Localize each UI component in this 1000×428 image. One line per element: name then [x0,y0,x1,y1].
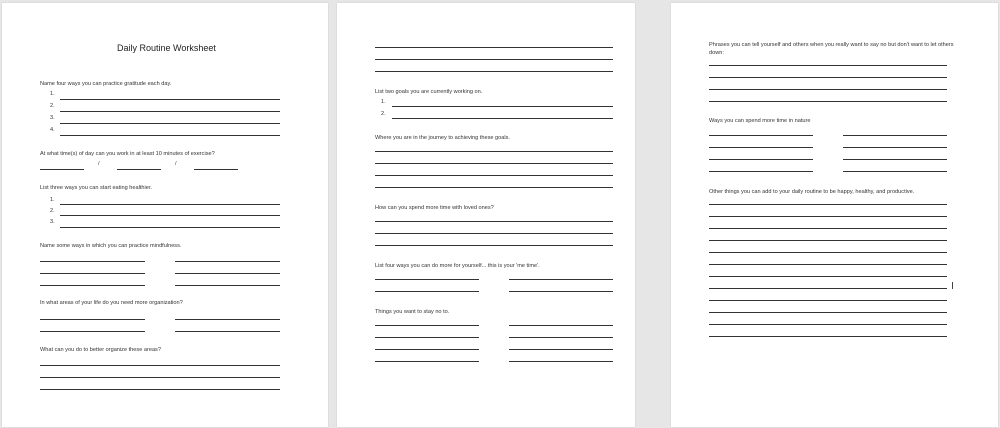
answer-line[interactable] [709,336,947,337]
answer-line[interactable] [709,159,813,160]
answer-line[interactable] [843,171,947,172]
answer-line[interactable] [509,291,613,292]
answer-line[interactable] [375,361,479,362]
answer-line[interactable] [175,261,280,262]
separator: / [175,161,177,167]
answer-line[interactable] [709,171,813,172]
answer-line[interactable] [509,279,613,280]
answer-line[interactable] [375,163,613,164]
answer-line[interactable] [375,233,613,234]
answer-line[interactable] [60,111,280,112]
answer-line[interactable] [40,273,145,274]
question-mindfulness: Name some ways in which you can practice mindfulness. [40,243,182,249]
answer-line[interactable] [175,319,280,320]
answer-line[interactable] [375,221,613,222]
answer-line[interactable] [709,264,947,265]
worksheet-page-3 [671,3,998,427]
list-number: 1. [381,99,386,105]
page-title: Daily Routine Worksheet [117,43,216,53]
question-organization: In what areas of your life do you need more organization? [40,300,183,306]
answer-line[interactable] [375,175,613,176]
answer-line[interactable] [375,291,479,292]
answer-line[interactable] [709,135,813,136]
answer-line[interactable] [375,47,613,48]
list-number: 1. [50,197,55,203]
time-line[interactable] [40,169,84,170]
answer-line[interactable] [392,106,613,107]
answer-line[interactable] [509,361,613,362]
answer-line[interactable] [60,204,280,205]
answer-line[interactable] [40,319,145,320]
answer-line[interactable] [709,65,947,66]
question-me-time: List four ways you can do more for yourself... this is your 'me time'. [375,263,540,269]
time-line[interactable] [117,169,161,170]
answer-line[interactable] [60,99,280,100]
question-other: Other things you can add to your daily routine to be happy, healthy, and productive. [709,189,915,195]
answer-line[interactable] [709,324,947,325]
answer-line[interactable] [509,325,613,326]
list-number: 1. [50,91,55,97]
question-loved-ones: How can you spend more time with loved ones? [375,205,494,211]
answer-line[interactable] [375,337,479,338]
answer-line[interactable] [709,228,947,229]
answer-line[interactable] [709,147,813,148]
question-organize: What can you do to better organize these areas? [40,347,161,353]
answer-line[interactable] [375,325,479,326]
question-gratitude: Name four ways you can practice gratitude each day. [40,81,172,87]
list-number: 4. [50,127,55,133]
list-number: 2. [50,103,55,109]
question-say-no: Things you want to stay no to. [375,309,450,315]
answer-line[interactable] [392,118,613,119]
question-exercise: At what time(s) of day can you work in at least 10 minutes of exercise? [40,151,215,157]
answer-line[interactable] [175,331,280,332]
answer-line[interactable] [375,187,613,188]
separator: / [98,161,100,167]
answer-line[interactable] [843,147,947,148]
answer-line[interactable] [843,135,947,136]
answer-line[interactable] [843,159,947,160]
answer-line[interactable] [509,349,613,350]
answer-line[interactable] [60,135,280,136]
answer-line[interactable] [709,101,947,102]
answer-line[interactable] [60,227,280,228]
answer-line[interactable] [175,273,280,274]
answer-line[interactable] [709,216,947,217]
question-goals: List two goals you are currently working on. [375,89,483,95]
answer-line[interactable] [375,279,479,280]
answer-line[interactable] [709,288,947,289]
time-line[interactable] [194,169,238,170]
list-number: 3. [50,219,55,225]
list-number: 2. [50,208,55,214]
text-cursor [952,282,953,289]
answer-line[interactable] [375,349,479,350]
list-number: 2. [381,111,386,117]
answer-line[interactable] [375,59,613,60]
answer-line[interactable] [709,89,947,90]
answer-line[interactable] [175,285,280,286]
answer-line[interactable] [60,123,280,124]
answer-line[interactable] [375,245,613,246]
answer-line[interactable] [40,389,280,390]
answer-line[interactable] [709,252,947,253]
answer-line[interactable] [709,204,947,205]
answer-line[interactable] [375,71,613,72]
worksheet-page-2 [337,3,635,427]
answer-line[interactable] [709,312,947,313]
answer-line[interactable] [40,261,145,262]
question-nature: Ways you can spend more time in nature [709,118,811,124]
answer-line[interactable] [709,300,947,301]
answer-line[interactable] [40,365,280,366]
answer-line[interactable] [60,215,280,216]
question-journey: Where you are in the journey to achieving these goals. [375,135,510,141]
question-eating: List three ways you can start eating healthier. [40,185,152,191]
worksheet-page-1 [2,3,328,427]
answer-line[interactable] [40,377,280,378]
answer-line[interactable] [709,77,947,78]
list-number: 3. [50,115,55,121]
answer-line[interactable] [709,240,947,241]
answer-line[interactable] [509,337,613,338]
answer-line[interactable] [40,331,145,332]
answer-line[interactable] [375,151,613,152]
question-phrases: Phrases you can tell yourself and others when you really want to say no but don't want to let others down: [709,42,954,56]
answer-line[interactable] [709,276,947,277]
answer-line[interactable] [40,285,145,286]
